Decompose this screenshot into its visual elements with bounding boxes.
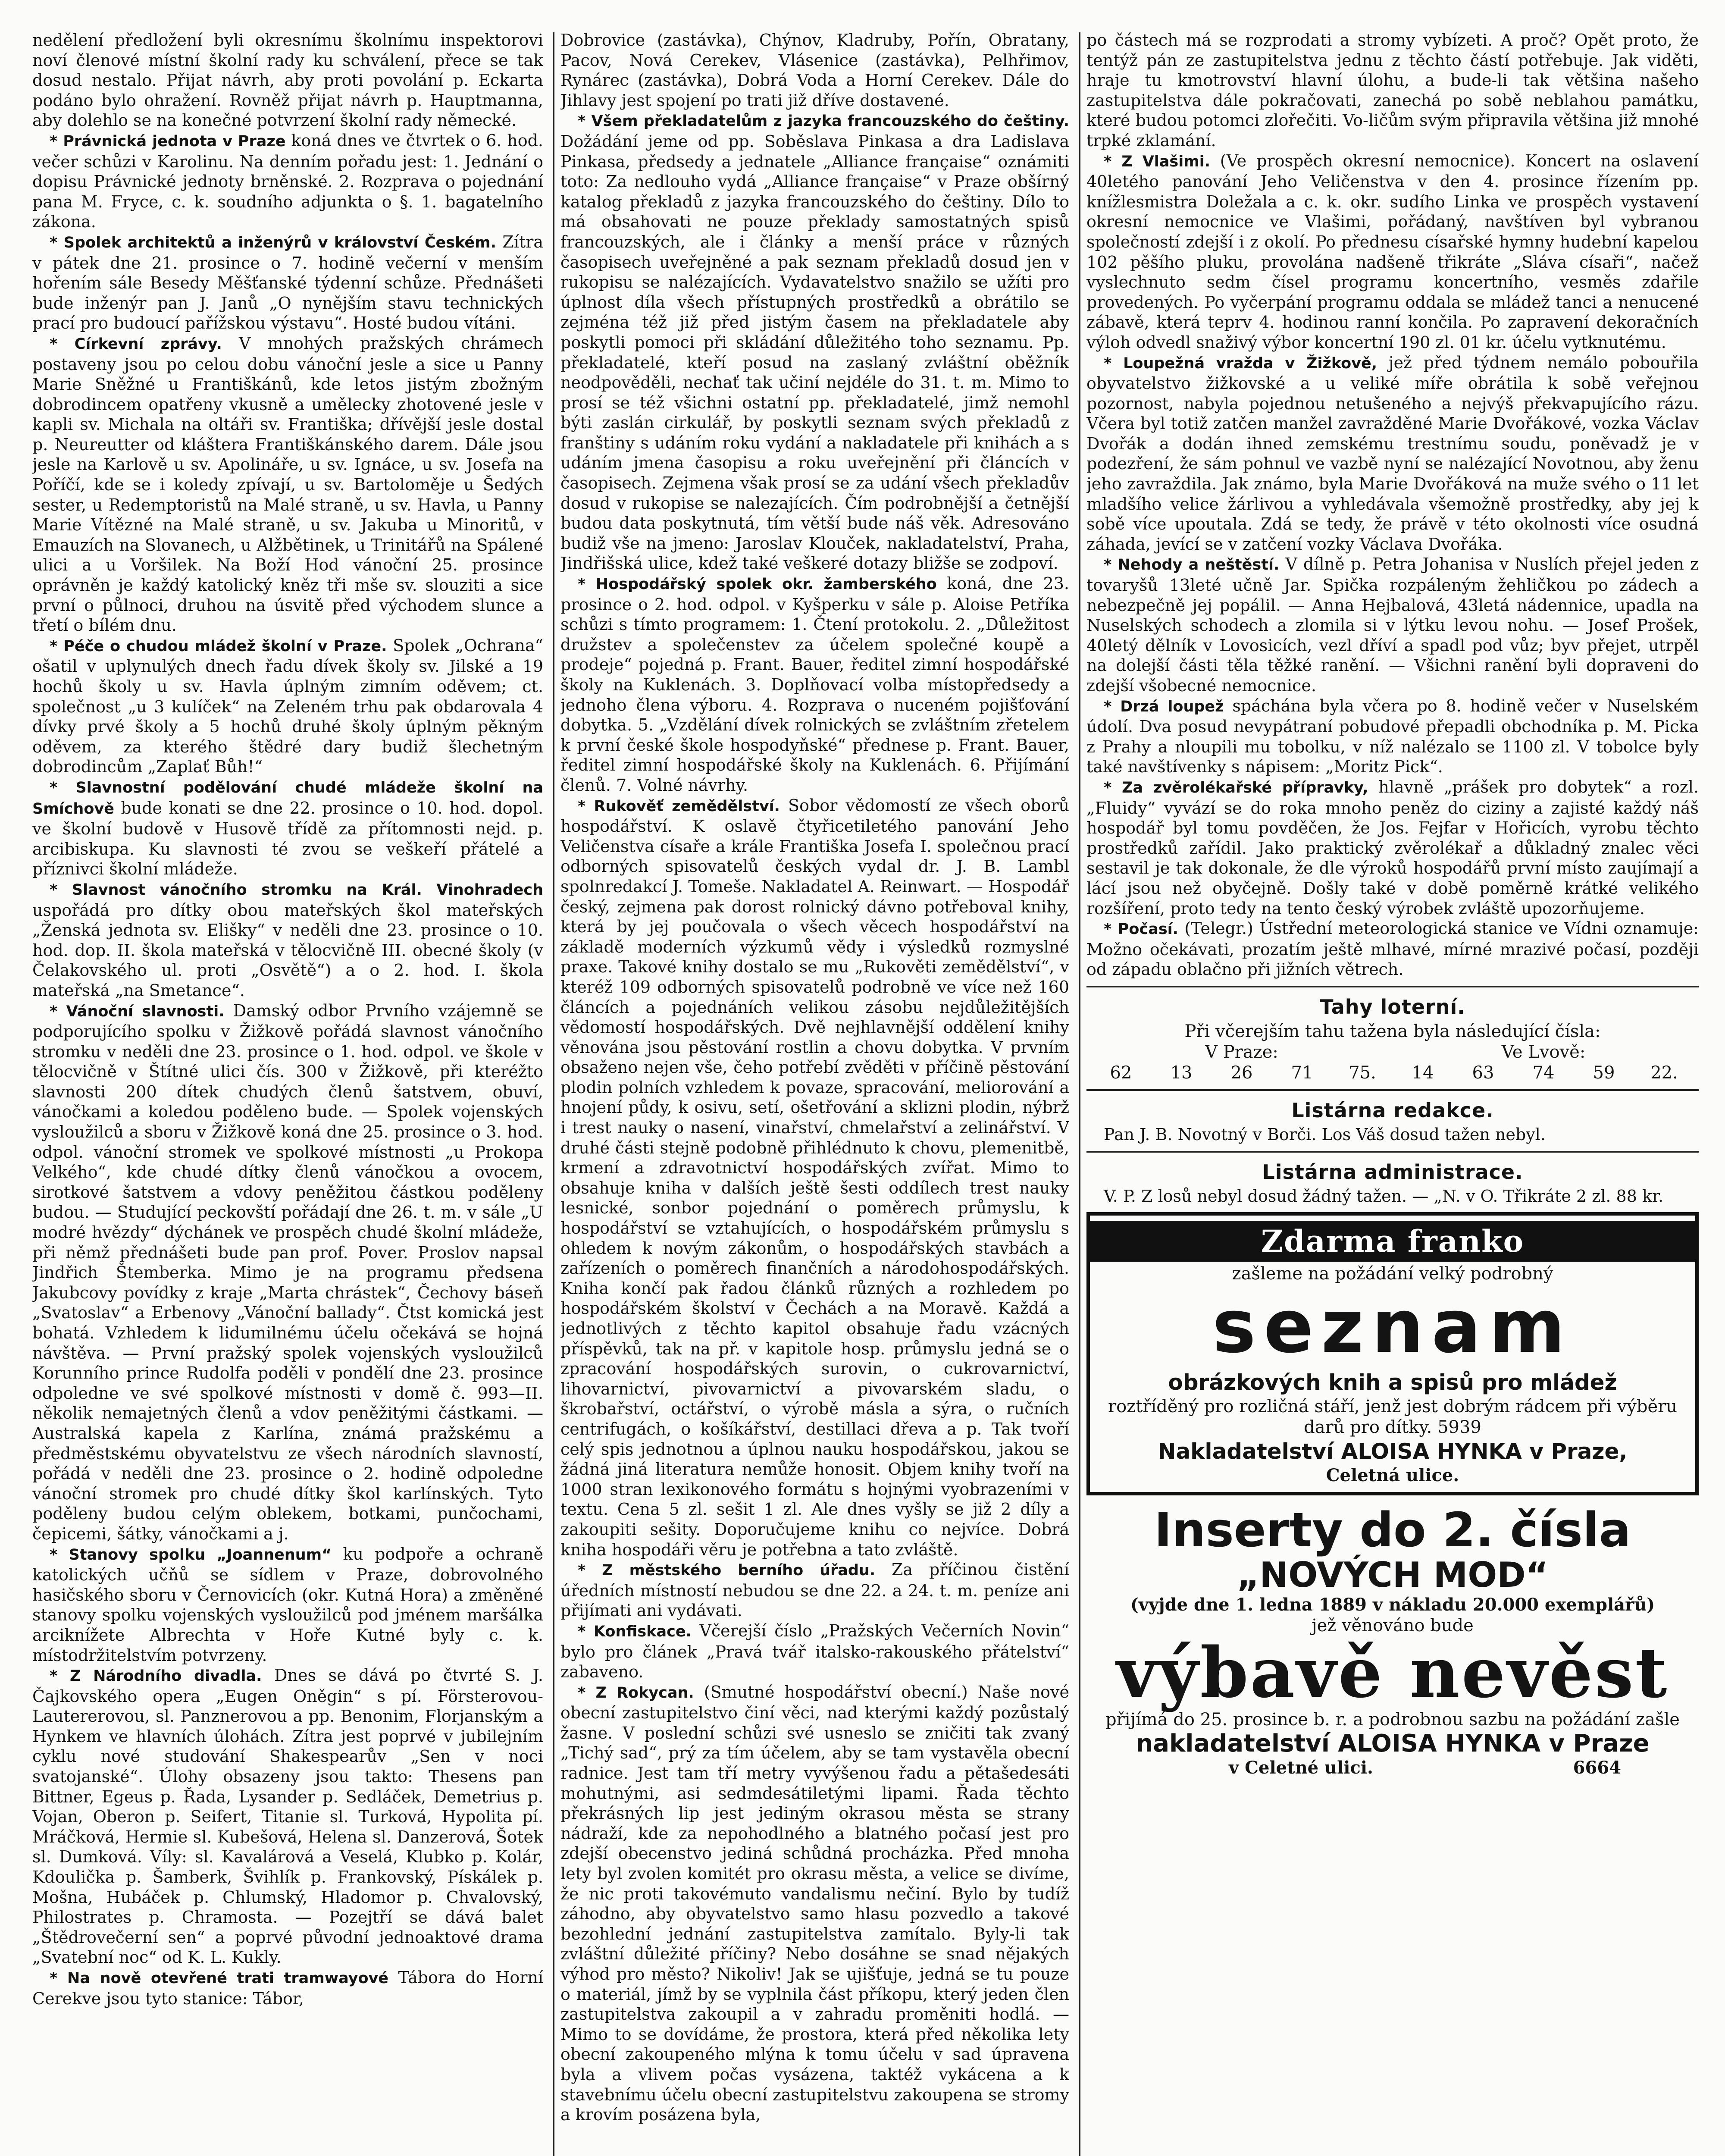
article-body: ku podpoře a ochraně katolických učňů se sídlem v Praze, dobrovolného hasičského sboru v Černovicích (okr. Kutná Hora) a změněné stanovy spolku vojenských vysloužilců pod jménem maršálka arciknížete Albrechta v Hoře Kutné byly c. k. místodržitelstvím potvrzeny. — [32, 1544, 543, 1665]
lottery-number: 75. — [1349, 1062, 1376, 1083]
divider — [1086, 1151, 1699, 1153]
article-paragraph — [560, 573, 1069, 796]
article-paragraph — [560, 1682, 1069, 2125]
article-paragraph — [560, 1621, 1069, 1682]
article-heading: * Stanovy spolku „Joannenum“ — [50, 1546, 332, 1564]
editorial-letters — [1086, 1099, 1699, 1145]
lottery-number: 59 — [1593, 1062, 1615, 1083]
article-body: Dobrovice (zastávka), Chýnov, Kladruby, Pořín, Obratany, Pacov, Nová Cerekev, Vlásenice (zastávka), Pelhřimov, Rynárec (zastávka), Dobrá Voda a Horní Cerekev. Dále do Jihlavy jest spojení po trati již dříve dostavené. — [560, 31, 1069, 110]
article-body: Zítra v pátek dne 21. prosince o 7. hodině večerní v menším hořením sále Besedy Měšťanské týdenní schůze. Přednášeti bude inženýr pan J. Janů „O nynějším stavu technických prací pro budoucí pařížskou výstavu“. Hosté budou vítáni. — [32, 232, 543, 333]
article-heading: * Počasí. — [1104, 921, 1178, 938]
article-body: koná dnes ve čtvrtek o 6. hod. večer schůzi v Karolinu. Na denním pořadu jest: 1. Jednání o dopisu Právnické jednoty brněnské. 2. Rozprava o pojednání pana M. Fryce, c. k. soudního adjunkta o §. 1. bagatelního zákona. — [32, 131, 543, 232]
ad2-line: přijímá do 25. prosince b. r. a podrobnou sazbu na požádání zašle — [1105, 1710, 1680, 1730]
article-paragraph — [32, 879, 543, 1001]
article-body: Dnes se dává po čtvrté S. J. Čajkovského opera „Eugen Oněgin“ s pí. Försterovou-Lautererovou, sl. Panznerovou a pp. Benonim, Florjanským a Hynkem ve hlavních úlohách. Zítra jest poprvé v jubilejním cyklu nové studování Shakespearův „Sen v noci svatojanské“. Úlohy obsazeny jsou takto: Thesens pan Bittner, Egeus p. Řada, Lysander p. Sedláček, Demetrius p. Vojan, Oberon p. Seifert, Titanie sl. Turková, Hypolita pí. Mráčková, Hermie sl. Kubešová, Helena sl. Danzerová, Šotek sl. Dumková. Víly: sl. Kavalárová a Veselá, Klubko p. Kolár, Kdoulička p. Šamberk, Švihlík p. Frankovský, Pískálek p. Mošna, Hubáček p. Chlumský, Hladomor p. Chvalovský, Philostrates p. Chramosta. — Pozejtří se dává balet „Štědrovečerní sen“ a poprvé původní jednoaktové drama „Svatební noc“ od K. L. Kukly. — [32, 1666, 543, 1967]
ad2-title: Inserty do 2. čísla — [1154, 1502, 1631, 1558]
article-body: Tábora do Horní Cerekve jsou tyto stanice: Tábor, — [32, 1968, 543, 2008]
article-body: (Smutné hospodářství obecní.) Naše nové obecní zastupitelstvo činí věci, nad kterými každý pozůstalý žasne. V poslední schůzi své usneslo se zničiti tak zvaný „Tichý sad“, prý za tím účelem, aby se tam vystavěla obecní radnice. Jest tam tří metry vyvýšenou řadu a pětašedesáti mohutnými, asi sedmdesátiletými lipami. Řada těchto překrásných lip jest jediným okrasou města se strany nádraží, kde za nepohodlného a blatného počasí jest pro zdejší obecenstvo jediná schůdná procházka. Před mnoha lety byl zvolen komitét pro okrasu města, a velice se divíme, že nic proti takovémuto vandalismu nečiní. Bylo by tudíž záhodno, aby obyvatelstvo samo hlasu pozvedlo a takové bezohlední jednání zastupitelstva zamítalo. Byly-li tak zvláštní důležité příčiny? Nebo dosáhne se snad nějakých výhod pro město? Nikoliv! Jak se ujišťuje, jedná se tu pouze o materiál, jímž by se vyplnila část příkopu, který jeden člen zastupitelstva zakoupil a v zahradu proměniti hodlá. — Mimo to se dovídáme, že prostora, která před několika lety obecní zakoupeného mlýna k tomu účelu v sad úpravena byla a vlivem počas vysázena, taktéž vykácena a k stavebnímu účelu obecní zastupitelstvu zakoupena se stromy a krovím posázena byla, — [560, 1682, 1069, 2125]
article-heading: * Nehody a neštěstí. — [1104, 556, 1280, 574]
article-paragraph — [560, 110, 1069, 573]
article-heading: * Péče o chudou mládež školní v Praze. — [50, 637, 387, 655]
article-body: hlavně „prášek pro dobytek“ a rozl. „Fluidy“ vyvází se do roka mnoho peněz do ciziny a zajisté každý náš hospodář byl tomu povděčen, že Jos. Fejfar v Hořicích, vyrobu těchto prostředků zařídil. Jako praktický zvěrolékař a důkladný znalec věci sestavil je tak dokonale, že dle výroků hospodářů první místo zaujímají a lácí jsou než obyčejně. Došly také v době poměrně krátké velikého rozšíření, proto tedy na tento český výrobek zvláště upozorňujeme. — [1086, 777, 1699, 918]
column-3 — [1086, 30, 1699, 2156]
ad-publisher: Nakladatelství ALOISA HYNKA v Praze, — [1158, 1439, 1628, 1464]
article-body: (Telegr.) Ústřední meteorologická stanice ve Vídni oznamuje: Možno očekávati, prozatím ještě mlhavé, mírné mrazivé počasí, později od západu oblačno při jižních větrech. — [1086, 919, 1699, 979]
ad2-publisher: nakladatelství ALOISA HYNKA v Praze — [1136, 1730, 1650, 1758]
article-body: V dílně p. Petra Johanisa v Nuslích přejel jeden z tovaryšů 13leté učně Jar. Spička rozpáleným žehličkou po zádech a nebezpečně jej popálil. — Anna Hejbalová, 43letá nádennice, upadla na Nuselských schodech a zlomila si v lýtku levou nohu. — Josef Prošek, 40letý dělník v Lovosicích, vezl dříví a spadl pod vůz; byv přejet, utrpěl na dolejší části těla těžké ranění. — Všichni ranění byli dopraveni do zdejší všobecné nemocnice. — [1086, 555, 1699, 695]
catalogue-advertisement — [1086, 1212, 1699, 1495]
article-paragraph — [32, 131, 543, 232]
article-heading: * Vánoční slavnosti. — [50, 1003, 225, 1020]
article-heading: * Konfiskace. — [578, 1623, 692, 1640]
article-body: po částech má se rozprodati a stromy vybízeti. A proč? Opět proto, že tentýž pán ze zastupitelstva jednu z těchto částí potřebuje. Jak viděti, hraje tu kmotrovství hlavní úlohu, a bude-li tak většina našeho zastupitelstva dále pokračovati, zanechá po sobě neblahou památku, které budou potomci zlořečiti. Vo-ličům svým připravila většina již mnohé trpké zklamání. — [1086, 31, 1699, 150]
article-paragraph — [560, 30, 1069, 110]
lottery-number: 14 — [1412, 1062, 1434, 1083]
article-heading: * Hospodářský spolek okr. žamberského — [578, 576, 937, 593]
article-heading: * Rukověť zemědělství. — [578, 797, 780, 815]
ad2-code: 6664 — [1573, 1758, 1621, 1778]
lottery-number: 63 — [1472, 1062, 1494, 1083]
article-heading: * Z Rokycan. — [578, 1684, 694, 1702]
article-heading: * Slavnostní podělování chudé mládeže školní na Smíchově — [32, 779, 543, 818]
editorial-letters-title: Listárna redakce. — [1291, 1098, 1494, 1122]
article-heading: * Loupežná vražda v Žižkově, — [1104, 354, 1377, 372]
article-heading: * Za zvěrolékařské přípravky, — [1104, 779, 1368, 796]
lottery-number: 71 — [1291, 1062, 1313, 1083]
lottery-number: 26 — [1230, 1062, 1253, 1083]
article-heading: * Z Národního divadla. — [50, 1667, 262, 1685]
article-paragraph — [1086, 696, 1699, 777]
lottery-lvov-label: Ve Lvově: — [1501, 1042, 1586, 1062]
ad2-street: v Celetné ulici. — [1229, 1758, 1373, 1778]
column-1 — [32, 30, 543, 2156]
ad2-line: (vyjde dne 1. ledna 1889 v nákladu 20.000 exemplářů) — [1130, 1595, 1655, 1615]
ad-big-word: seznam — [1212, 1284, 1573, 1370]
lottery-number: 13 — [1170, 1062, 1193, 1083]
article-paragraph — [32, 232, 543, 333]
article-paragraph — [32, 1665, 543, 1968]
ad2-big-word: výbavě nevěst — [1116, 1632, 1669, 1714]
article-heading: * Církevní zprávy. — [50, 335, 222, 353]
inserts-advertisement — [1086, 1504, 1699, 1778]
ad-headline: Zdarma franko — [1090, 1221, 1695, 1262]
administration-letters-text: V. P. Z losů nebyl dosud žádný tažen. — „N. v O. Třikráte 2 zl. 88 kr. — [1104, 1186, 1664, 1206]
article-body: nedělení předložení byli okresnímu školnímu inspektorovi noví členové místní školní rady ku schválení, přece se tak dosud nestalo. Přijat návrh, aby proti povolání p. Eckarta podáno bylo ohražení. Rovněž přijat návrh p. Hauptmanna, aby dolehlo se na konečné potvrzení školní rady německé. — [32, 31, 543, 130]
article-body: koná, dne 23. prosince o 2. hod. odpol. v Kyšperku v sále p. Aloise Petříka schůzi s tímto programem: 1. Čtení protokolu. 2. „Důležitost družstev a společenstev za účelem společné koupě a prodeje“ pojedná p. Frant. Bauer, ředitel zimní hospodářské školy na Kuklenách. 3. Doplňovací volba místopředsedy a jednoho člena výboru. 4. Rozprava o nuceném pojišťování dobytka. 5. „Vzdělání dívek rolnických se zvláštním zřetelem k první české škole hospodyňské“ přednese p. Frant. Bauer, ředitel zimní hospodářské školy na Kuklenách. 6. Přijímání členů. 7. Volné návrhy. — [560, 574, 1069, 795]
article-paragraph — [1086, 30, 1699, 151]
lottery-number: 74 — [1532, 1062, 1555, 1083]
article-body: V mnohých pražských chrámech postaveny jsou po celou dobu vánoční jesle a sice u Panny Marie Sněžné u Františkánů, kde letos jistým zbožným dobrodincem opatřeny vkusně a umělecky zhotovené jesle v kapli sv. Michala na oltáři sv. Františka; dřívější jesle dostal p. Neureutter od kláštera Františkánského darem. Dále jsou jesle na Karlově u sv. Apolináře, u sv. Ignáce, u sv. Josefa na Poříčí, kde se i koledy zpívají, u sv. Bartoloměje u Šedých sester, u Redemptoristů na Malé straně, u sv. Havla, u Panny Marie Vítězné na Malé straně, u sv. Jakuba u Minoritů, v Emauzích na Slovanech, u Alžbětinek, u Trinitářů na Spálené ulici a u Voršilek. Na Boží Hod vánoční 25. prosince oprávněn je každý katolický kněz tři mše sv. slouziti a sice první o půlnoci, druhou na úsvitě před východem slunce a třetí o bílém dnu. — [32, 333, 543, 635]
article-body: uspořádá pro dítky obou mateřských škol mateřských „Ženská jednota sv. Elišky“ v neděli dne 23. prosince o 10. hod. dop. II. škola mateřská v tělocvičně III. obecné školy (v Čelakovského ul. proti „Osvětě“) a o 2. hod. I. škola mateřská „na Smetance“. — [32, 900, 543, 1000]
article-paragraph — [1086, 918, 1699, 980]
administration-letters-title: Listárna administrace. — [1262, 1160, 1523, 1184]
administration-letters — [1086, 1160, 1699, 1206]
lottery-praha-label: V Praze: — [1205, 1042, 1278, 1062]
article-body: Spolek „Ochrana“ ošatil v uplynulých dnech řadu dívek školy sv. Jilské a 19 hochů školy u sv. Havla úplným zimním oděvem; ct. společnost „u 3 kulíček“ na Zeleném trhu pak obdarovala 4 dívky prvé školy a 5 hochů druhé školy úplným pěkným oděvem, za kterého štědré dary budiž šlechetným dobrodincům „Zaplať Bůh!“ — [32, 636, 543, 777]
article-heading: * Na nově otevřené trati tramwayové — [50, 1970, 389, 1987]
article-body: Sobor vědomostí ze všech oborů hospodářství. K oslavě čtyřicetiletého panování Jeho Veličenstva císaře a krále Františka Josefa I. společnou prací odborných spisovatelů českých vydal dr. J. B. Lambl spolnredakcí J. Tomeše. Nakladatel A. Reinwart. — Hospodář český, zejmena pak dorost rolnický dávno potřeboval knihy, která by jej poučovala o všech věcech hospodářství na základě moderních výzkumů vědy i výsledků rozmyslné praxe. Takové knihy dostalo se mu „Rukověti zemědělství“, v kteréž 109 odborných spisovatelů podrobně ve více než 160 článcích a pojednáních velikou zásobu nejdůležitějších vědomostí hospodářských. Dvě nejhlavnější oddělení knihy věnována jsou pěstování rostlin a chovu dobytka. V prvním obsaženo nejen vše, čeho potřebí zvěděti v příčině pěstování plodin polních vzhledem k povaze, spracování, meliorování a hnojení půdy, k osivu, setí, ošetřování a sklizni plodin, nýbrž i trest nauky o nasení, vinařství, chmelařství a zelinářství. V druhé části stejně podobně přihlédnuto k chovu, plemenitbě, krmení a zdravotnictví hospodářských zvířat. Mimo to obsahuje kniha v dalších ještě šesti oddílech trest nauky lesnické, sonbor pojednání o poměrech průmyslu, k hospodářství se vztahujících, o hospodářském průmyslu s ohledem k novým zákonům, o hospodářských stavbách a zařízeních o poměrech finančních a národohospodářských. Kniha končí pak řadou článků různých a rozhledem po hospodářském školství v Čechách a na Moravě. Každá a jednotlivých z těchto kapitol obsahuje řadu vzácných příspěvků, tak na př. v kapitole hosp. průmyslu jedná se o zpracování hospodářských surovin, o cukrovarnictví, lihovarnictví, pivovarnictví a pivovarském sladu, o škrobařství, octářství, o výrobě másla a sýra, o ručních centrifugách, o košíkářství, destillaci dřeva a p. Tak tvoří celý spis jednotnou a úplnou nauku hospodářskou, jakou se žádná jiná literatura nemůže honosit. Objem knihy tvoří na 1000 stran lexikonového formátu s hojnými vyobrazeními v textu. Cena 5 zl. sešit 1 zl. Ale dnes vyšly se již 2 díly a zakoupiti sešity. Doporučujeme knihu co nejvíce. Dobrá kniha hospodáři věru je potřebna a tato zvláště. — [560, 796, 1069, 1559]
article-heading: * Právnická jednota v Praze — [50, 132, 286, 150]
lottery-number: 62 — [1110, 1062, 1132, 1083]
article-paragraph — [32, 1968, 543, 2009]
article-paragraph — [1086, 151, 1699, 353]
article-paragraph — [1086, 777, 1699, 918]
article-paragraph — [32, 636, 543, 777]
column-3-articles — [1086, 30, 1699, 980]
ad-line: roztříděný pro rozličná stáří, jenž jest dobrým rádcem při výběru darů pro dítky. 5939 — [1108, 1397, 1678, 1438]
lottery-title: Tahy loterní. — [1320, 995, 1465, 1018]
column-rule — [1079, 32, 1080, 2156]
article-heading: * Spolek architektů a inženýrů v království Českém. — [50, 234, 496, 251]
article-paragraph — [32, 30, 543, 131]
article-heading: * Z městského berního úřadu. — [578, 1562, 876, 1579]
article-paragraph — [32, 333, 543, 636]
column-rule — [553, 32, 554, 2156]
article-paragraph — [32, 1544, 543, 1666]
article-heading: * Všem překladatelům z jazyka francouzského do češtiny. — [578, 113, 1069, 130]
article-body: Za příčinou čistění úředních místností nebudou se dne 22. a 24. t. m. peníze ani přijímati ani vydávati. — [560, 1560, 1069, 1620]
article-body: (Ve prospěch okresní nemocnice). Koncert na oslavení 40letého panování Jeho Veličenstva v den 4. prosince řízením pp. knížlesmistra Doležala a c. k. okr. sudího Linka ve prospěch vystavení okresní nemocnice ve Vlašimi, pořádaný, navštíven byl vybranou společností zdejší i z okolí. Po přednesu císařské hymny hudební kapelou 102 pěšího pluku, provolána nadšeně třikráte „Sláva císaři“, načež vyslechnuto sedm čísel programu koncertního, vesměs zdařile provedených. Po vyčerpání programu oddala se mládež tanci a nenucené zábavě, která teprv 4. hodinou ranní končila. Po zapravení dekoračních výloh odvedl snaživý výbor koncertní 190 zl. 01 kr. účelu vytknutému. — [1086, 151, 1699, 352]
divider — [1086, 1089, 1699, 1091]
ad-subhead: obrázkových knih a spisů pro mládež — [1168, 1370, 1617, 1395]
article-paragraph — [560, 1560, 1069, 1621]
lottery-number: 22. — [1650, 1062, 1678, 1083]
column-2 — [560, 30, 1069, 2156]
lottery-intro: Při včerejším tahu tažena byla následující čísla: — [1184, 1021, 1601, 1041]
article-heading: * Z Vlašimi. — [1104, 153, 1210, 170]
article-body: Včerejší číslo „Pražských Večerních Novin“ bylo pro článek „Pravá tvář italsko-rakouského přátelství“ zabaveno. — [560, 1621, 1069, 1682]
ad-street: Celetná ulice. — [1326, 1465, 1459, 1486]
article-paragraph — [1086, 554, 1699, 696]
article-body: jež před týdnem nemálo pobouřila obyvatelstvo žižkovské a u veliké míře obrátila k sobě veřejnou pozornost, nabyla pojednou netušeného a nejvýš překvapujícího rázu. Včera byl totiž zatčen manžel zavražděné Marie Dvořákové, vozka Václav Dvořák a dodán ihned zemskému trestnímu soudu, poněvadž je v podezření, že sám pohnul ve vazbě nyní se nalézající Novotnou, aby ženu jeho zavraždila. Jak známo, byla Marie Dvořáková na muže svého o 11 let mladšího velice žárlivou a vyhledávala všemožně prostředky, aby jej k sobě více upoutala. Zdá se tedy, že právě v této okolnosti více osudná záhada, jevící se v zatčení vozky Václava Dvořáka. — [1086, 353, 1699, 554]
lottery-section — [1086, 995, 1699, 1083]
ad2-subtitle: „NOVÝCH MOD“ — [1237, 1555, 1549, 1595]
article-body: Damský odbor Prvního vzájemně se podporujícího spolku v Žižkově pořádá slavnost vánočního stromku v neděli dne 23. prosince o 1. hod. odpol. ve škole v tělocvičně v Štítné ulici čís. 300 v Žižkově, při kteréžto slavnosti 200 dítek chudých členů šatstvem, obuví, vánočkami a koledou poděleno bude. — Spolek vojenských vysloužilců a sboru v Žižkově koná dne 25. prosince o 3. hod. odpol. vánoční stromek ve spolkové místnosti „u Prokopa Velkého“, kde chudé dítky členů vánočkou a ovocem, sirotkové šatstvem a vdovy peněžitou částkou poděleny budou. — Studující peckovští pořádají dne 26. t. m. v sále „U modré hvězdy“ dýchánek ve prospěch chudé školní mládeže, při němž přednášeti bude pan prof. Pover. Proslov napsal Jindřich Štemberka. Mimo je na programu předsena Jakubcovy povídky z kraje „Marta chrástek“, Čechovy báseň „Svatoslav“ a Erbenovy „Vánoční ballady“. Čtst komická jest bohatá. Vzhledem k lidumilnému účelu očekává se hojná návštěva. — První pražský spolek vojenských vysloužilců Korunního prince Rudolfa poděli v pondělí dne 23. prosince odpoledne ve své spolkové místnosti v domě č. 993—II. několik nemajetných členů a vdov peněžitými částkami. — Australská kapela z Karlína, známá pražskému a předměstskému obyvatelstvu ze všech národních slavností, pořádá v neděli dne 23. prosince o 2. hodině odpoledne vánoční stromek pro chudé dítky škol karlínských. Tyto poděleny budou celým oblekem, botkami, punčochami, čepicemi, šátky, vánočkami a j. — [32, 1001, 543, 1543]
article-heading: * Slavnost vánočního stromku na Král. Vinohradech — [50, 881, 543, 899]
article-paragraph — [1086, 353, 1699, 555]
article-body: spáchána byla včera po 8. hodině večer v Nuselském údolí. Dva posud nevypátraní pobudové přepadli obchodníka p. M. Picka z Prahy a nloupili mu tobolku, v níž nalézalo se 1100 zl. V tobolce byly také navštívenky s nápisem: „Moritz Pick“. — [1086, 696, 1699, 777]
article-paragraph — [560, 796, 1069, 1560]
article-heading: * Drzá loupež — [1104, 698, 1224, 715]
article-body: Dožádání jeme od pp. Soběslava Pinkasa a dra Ladislava Pinkasa, předsedy a jednatele „Alliance française“ oznámiti toto: Za nedlouho vydá „Alliance française“ v Praze obšírný katalog překladů z jazyka francouzského do češtiny. Dílo to má obsahovati ne pouze překlady samostatných spisů francouzských, ale i články a menší práce v různých časopisech uveřejněné a pak seznam překladů dosud jen v rukopisu se nalézajících. Vydavatelstvo snažilo se užíti pro úplnost díla všech přístupných prostředků a obrátilo se zejména též již před jistým časem na překladatele aby poskytli pomoci při skládání důležitého toho seznamu. Pp. překladatelé, kteří posud na zaslaný zvláštní oběžník neodpověděli, nechať tak učiní nejdéle do 31. t. m. Mimo to prosí se též všichni ostatní pp. překladatelé, jimž nemohl býti zaslán cirkulář, by poskytli seznam svých překladů z franštiny s udáním roku vydání a nakladatele při knihách a s udáním jmena časopisu a roku uveřejnění při článcích v časopisech. Zejmena však prosí se za udání všech překladův dosud v rukopise se nalezajících. Čím podrobnější a četnější budou data poskytnutá, tím větší bude náš věk. Adresováno budiž vše na jmeno: Jaroslav Klouček, nakladatelství, Praha, Jindřišská ulice, kdež také veškeré dotazy bližše se zodpoví. — [560, 132, 1069, 573]
article-paragraph — [32, 777, 543, 879]
ad2-line: jež věnováno bude — [1312, 1616, 1474, 1636]
article-body: bude konati se dne 22. prosince o 10. hod. dopol. ve školní budově v Husově třídě za přítomnosti nejd. p. arcibiskupa. Ku slavnosti té zvou se veškeří přátelé a příznivci školní mládeže. — [32, 798, 543, 879]
ad-line: zašleme na požádání velký podrobný — [1232, 1264, 1553, 1284]
divider — [1086, 986, 1699, 987]
editorial-letters-text: Pan J. B. Novotný v Borči. Los Váš dosud tažen nebyl. — [1104, 1125, 1546, 1144]
article-paragraph — [32, 1001, 543, 1544]
